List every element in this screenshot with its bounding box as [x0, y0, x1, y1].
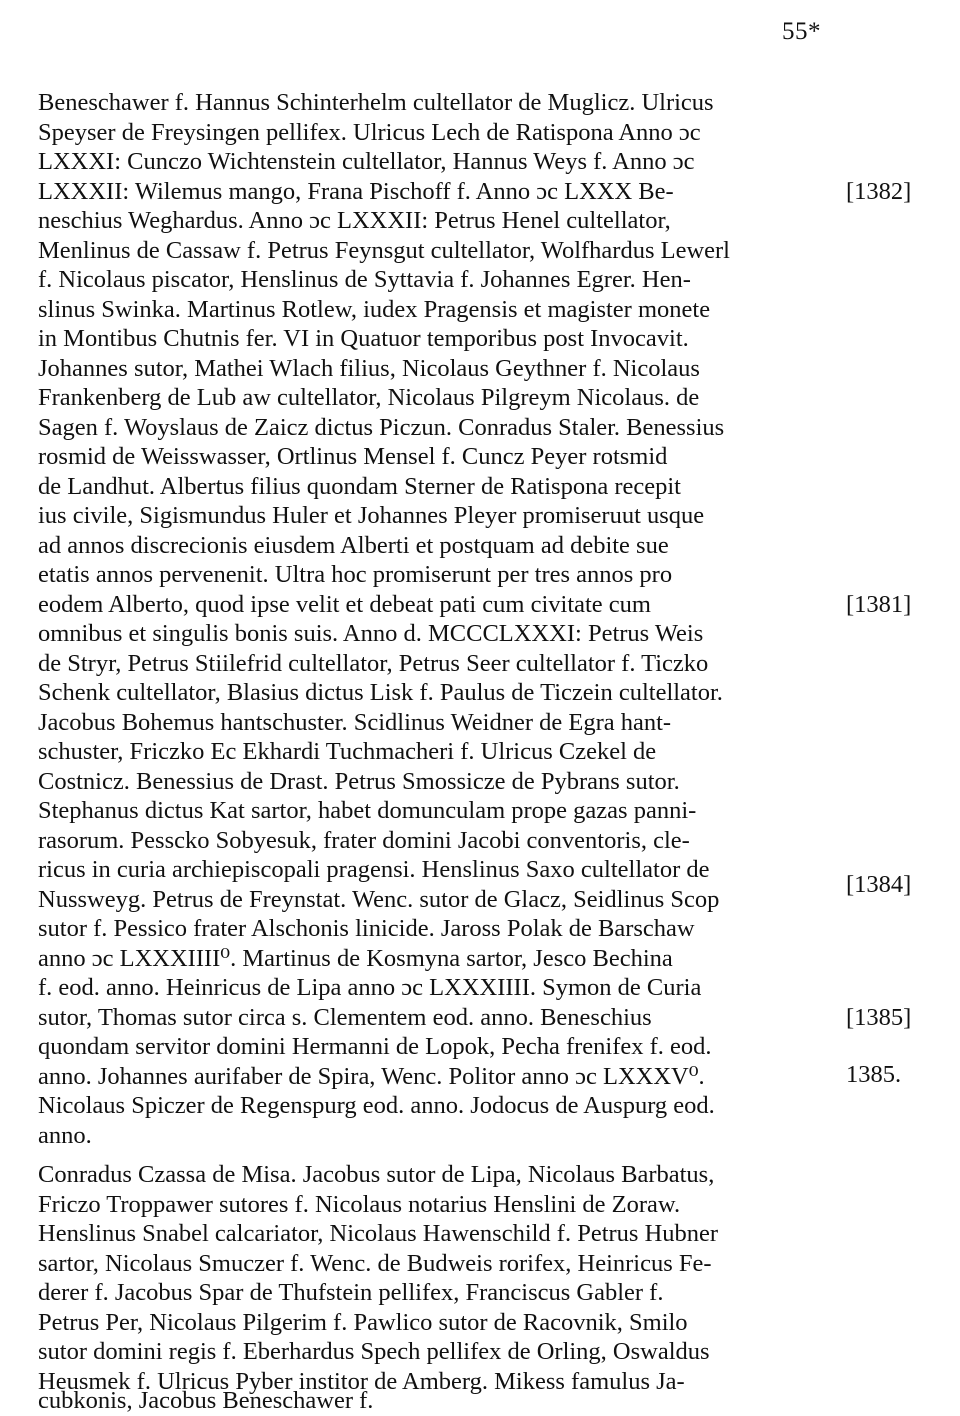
text-line: de Stryr, Petrus Stiilefrid cultellator, Petrus Seer cultellator f. Ticzko	[38, 650, 709, 677]
text-line: Sagen f. Woyslaus de Zaicz dictus Piczun. Conradus Staler. Benessius	[38, 414, 725, 441]
text-line: sutor, Thomas sutor circa s. Clementem eod. anno. Beneschius	[38, 1004, 652, 1031]
text-line: Conradus Czassa de Misa. Jacobus sutor de Lipa, Nicolaus Barbatus,	[38, 1161, 715, 1188]
text-line: sartor, Nicolaus Smuczer f. Wenc. de Budweis rorifex, Heinricus Fe-	[38, 1250, 712, 1277]
margin-year-note: 1385.	[846, 1061, 902, 1088]
text-line: Speyser de Freysingen pellifex. Ulricus Lech de Ratispona Anno ɔc	[38, 119, 701, 146]
text-line: Friczo Troppawer sutores f. Nicolaus notarius Henslini de Zoraw.	[38, 1191, 681, 1218]
text-line: Beneschawer f. Hannus Schinterhelm cultellator de Muglicz. Ulricus	[38, 89, 714, 116]
text-line: f. eod. anno. Heinricus de Lipa anno ɔc LXXXIIII. Symon de Curia	[38, 974, 702, 1001]
text-line: in Montibus Chutnis fer. VI in Quatuor temporibus post Invocavit.	[38, 325, 689, 352]
text-line: sutor domini regis f. Eberhardus Spech pellifex de Orling, Oswaldus	[38, 1338, 710, 1365]
text-line: rasorum. Pessсko Sobyesuk, frater domini Jacobi conventoris, cle-	[38, 827, 690, 854]
text-line: omnibus et singulis bonis suis. Anno d. MCCCLXXXI: Petrus Weis	[38, 620, 704, 647]
margin-year-note: [1381]	[846, 591, 912, 618]
text-line: neschius Weghardus. Anno ɔc LXXXII: Petrus Henel cultellator,	[38, 207, 671, 234]
text-line: quondam servitor domini Hermanni de Lopok, Pecha frenifex f. eod.	[38, 1033, 712, 1060]
margin-year-note: [1384]	[846, 871, 912, 898]
text-line: ricus in curia archiepiscopali pragensi. Henslinus Saxo cultellator de	[38, 856, 710, 883]
text-line: Frankenberg de Lub aw cultellator, Nicolaus Pilgreym Nicolaus. de	[38, 384, 700, 411]
text-line: ius civile, Sigismundus Huler et Johannes Pleyer promiseruut usque	[38, 502, 705, 529]
text-line: Nussweyg. Petrus de Freynstat. Wenc. sutor de Glacz, Seidlinus Scop	[38, 886, 720, 913]
text-line: Heusmek f. Ulricus Pyber institor de Amberg. Mikess famulus Ja-	[38, 1368, 685, 1395]
text-line: anno ɔc LXXXIIII⁰. Martinus de Kosmyna sartor, Jesco Bechina	[38, 945, 673, 972]
text-line: Costnicz. Benessius de Drast. Petrus Smossicze de Pybrans sutor.	[38, 768, 680, 795]
text-line: Johannes sutor, Mathei Wlach filius, Nicolaus Geythner f. Nicolaus	[38, 355, 700, 382]
text-line: anno.	[38, 1122, 92, 1149]
text-line: Menlinus de Cassaw f. Petrus Feynsgut cultellator, Wolfhardus Lewerl	[38, 237, 730, 264]
text-line: ad annos discrecionis eiusdem Alberti et postquam ad debite sue	[38, 532, 669, 559]
text-line: anno. Johannes aurifaber de Spira, Wenc. Politor anno ɔc LXXXV⁰.	[38, 1063, 705, 1090]
text-line: sutor f. Pessico frater Alschonis linicide. Jaross Polak de Barschaw	[38, 915, 695, 942]
text-line: cubkonis, Jacobus Beneschawer f.	[38, 1387, 374, 1414]
margin-year-note: [1385]	[846, 1004, 912, 1031]
text-line: rosmid de Weisswasser, Ortlinus Mensel f. Cuncz Peyer rotsmid	[38, 443, 668, 470]
text-line: f. Nicolaus piscator, Henslinus de Syttavia f. Johannes Egrer. Hen-	[38, 266, 691, 293]
text-line: Schenk cultellator, Blasius dictus Lisk f. Paulus de Ticzein cultellator.	[38, 679, 723, 706]
text-line: Henslinus Snabel calcariator, Nicolaus Hawenschild f. Petrus Hubner	[38, 1220, 719, 1247]
text-line: de Landhut. Albertus filius quondam Sterner de Ratispona recepit	[38, 473, 681, 500]
text-line: schuster, Friczko Ec Ekhardi Tuchmacheri f. Ulricus Czekel de	[38, 738, 657, 765]
text-line: slinus Swinka. Martinus Rotlew, iudex Pragensis et magister monete	[38, 296, 711, 323]
page-number: 55*	[782, 18, 821, 45]
text-line: Petrus Per, Nicolaus Pilgerim f. Pawlico sutor de Racovnik, Smilo	[38, 1309, 688, 1336]
text-line: Nicolaus Spiczer de Regenspurg eod. anno. Jodocus de Auspurg eod.	[38, 1092, 715, 1119]
margin-year-note: [1382]	[846, 178, 912, 205]
text-line: LXXXII: Wilemus mango, Frana Pischoff f. Anno ɔc LXXX Be-	[38, 178, 674, 205]
text-line: Jacobus Bohemus hantschuster. Scidlinus Weidner de Egra hant-	[38, 709, 672, 736]
text-line: derer f. Jacobus Spar de Thufstein pellifex, Franciscus Gabler f.	[38, 1279, 664, 1306]
text-line: eodem Alberto, quod ipse velit et debeat pati cum civitate cum	[38, 591, 651, 618]
text-line: LXXXI: Cunczo Wichtenstein cultellator, Hannus Weys f. Anno ɔc	[38, 148, 695, 175]
text-line: Stephanus dictus Kat sartor, habet domunculam prope gazas panni-	[38, 797, 697, 824]
text-line: etatis annos pervenenit. Ultra hoc promiserunt per tres annos pro	[38, 561, 673, 588]
